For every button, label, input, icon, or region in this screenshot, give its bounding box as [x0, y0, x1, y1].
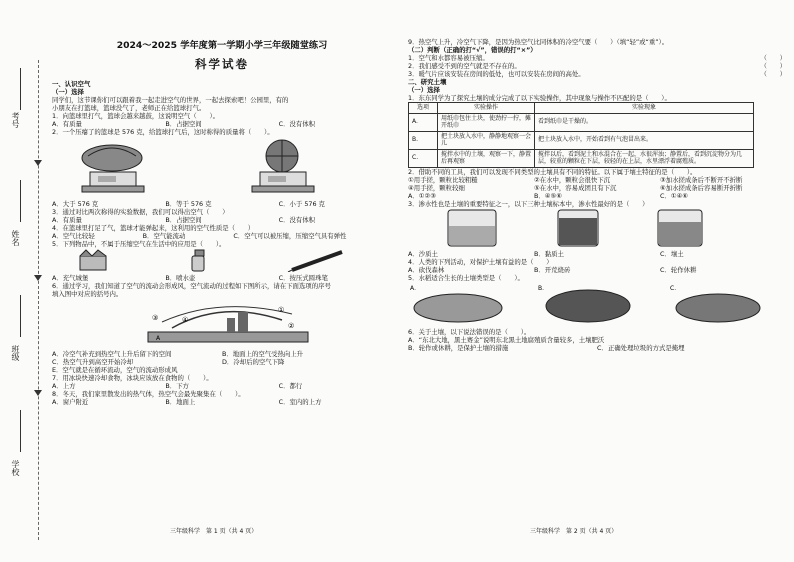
option[interactable]: C．按压式圆珠笔 [278, 274, 328, 282]
table-header: 选项 [409, 103, 438, 114]
option[interactable]: B．等于 576 克 [165, 200, 212, 208]
question-8: 8．冬天，我们家里散发出的热气体，热空气会最先聚集在（ ）。 [52, 390, 245, 398]
table-cell: C. [409, 149, 438, 167]
table-cell: A. [409, 113, 438, 131]
answer-paren[interactable]: （ ） [760, 62, 786, 70]
answer-paren[interactable]: （ ） [760, 70, 786, 78]
cut-marker-icon [34, 390, 42, 396]
option[interactable]: C．室内的上方 [278, 398, 322, 406]
table-row [409, 149, 754, 167]
option[interactable]: D．冷却后的空气下降 [222, 358, 285, 366]
compressed-air-items [52, 248, 392, 272]
question-7: 7．用冰块快速冷却食物，冰块应该放在食物的（ ）。 [52, 374, 213, 382]
image-label: A． [410, 284, 421, 292]
option[interactable]: C．小于 576 克 [278, 200, 325, 208]
option[interactable]: C．都行 [278, 382, 303, 390]
question-6: 6．关于土壤，以下说法错误的是（ ）。 [408, 327, 531, 336]
question-2: 2．借助不同的工具，我们可以发现不同类型的土壤具有不同的特征。以下属于壤土特征的是（ ）。 [408, 167, 697, 176]
scale-full-ball-image [252, 140, 314, 192]
margin-field-id[interactable] [20, 68, 21, 110]
intro-text: 小朋友在打篮球，篮球没气了，老师正在给篮球打气。 [52, 104, 206, 112]
inflatable-castle-icon [80, 250, 106, 270]
cut-line [38, 60, 39, 540]
option[interactable]: A．大于 576 克 [52, 200, 99, 208]
diagram-label: ① [278, 306, 285, 314]
judge-2 [408, 62, 786, 70]
soil-type-images [408, 282, 786, 326]
answer-paren[interactable]: （ ） [760, 54, 786, 62]
options-4 [408, 266, 786, 274]
exam-title: 2024～2025 学年度第一学期小学三年级随堂练习 [116, 40, 328, 51]
right-column [408, 38, 786, 352]
statements-2 [408, 176, 786, 184]
margin-field-name[interactable] [20, 180, 21, 222]
margin-field-school[interactable] [20, 410, 21, 452]
option[interactable]: B．地面上 [165, 398, 196, 406]
option[interactable]: C．空气可以被压缩，压缩空气具有弹性 [233, 232, 347, 240]
clay-soil-jar-image [558, 210, 598, 246]
option[interactable]: B．空气能流动 [142, 232, 186, 240]
diagram-label: ④ [182, 316, 189, 324]
unit-heading: 一、认识空气 [52, 80, 91, 88]
options-4 [52, 232, 392, 240]
option[interactable]: B．④⑤⑥ [534, 191, 562, 200]
question-6: 6．通过学习，我们知道了空气的流动会形成风，空气流动的过程如下图所示，请在下面选项的序号 [52, 282, 331, 290]
question-5: 5．水稻适合生长的土壤类型是（ ）。 [408, 273, 524, 282]
table-cell: 把土块放入水中，静静地观察一会儿 [438, 131, 535, 149]
margin-label-name: 姓名 [11, 230, 20, 246]
question-1: 1．东东同学为了探究土壤的成分完成了以下实验操作，其中现象与操作不匹配的是（ ）。 [408, 94, 671, 102]
table-cell: 搅拌水中的土壤，观察一下，静置后再观察 [438, 149, 535, 167]
part-heading: （一）选择 [408, 86, 440, 94]
option[interactable]: C．热空气升到高空开始冷却 [52, 358, 134, 366]
option[interactable]: C．①④⑥ [660, 191, 689, 200]
table-header: 实验现象 [535, 103, 754, 114]
statement: ①用手搓，颗粒比较粗糙 [408, 175, 478, 184]
statement: ⑥加水搓成条后容易断开折断 [660, 183, 743, 192]
option[interactable]: B．开荒烧砖 [534, 265, 571, 274]
diagram-label: ② [288, 322, 295, 330]
soil-sample-jars [408, 208, 786, 248]
options-8 [52, 398, 392, 406]
judge-3 [408, 70, 786, 78]
margin-field-class[interactable] [20, 295, 21, 337]
margin-label-school: 学校 [11, 460, 20, 476]
options-2 [408, 192, 786, 200]
option[interactable]: C．壤土 [660, 249, 684, 258]
option[interactable]: B．地面上的空气受热向上升 [222, 350, 304, 358]
statement: ④用手搓，颗粒较细 [408, 183, 465, 192]
options-3 [408, 250, 786, 258]
option[interactable]: A．沙质土 [408, 249, 438, 258]
question-1: 1．向篮球里打气，篮球会越来越鼓，这说明空气（ ）。 [52, 112, 220, 120]
statement: ②在水中，颗粒会很快下沉 [534, 175, 611, 184]
question-4: 4．在篮球里打足了气，篮球才能弹起来，这利用的空气性质是（ ） [52, 224, 255, 232]
left-column [52, 80, 392, 406]
option[interactable]: A．①②③ [408, 191, 436, 200]
options-2 [52, 200, 392, 208]
ballpoint-pen-icon [288, 252, 342, 272]
option[interactable]: C．没有体积 [278, 120, 316, 128]
intro-text: 同学们，这节课你们可以跟着我一起走进空气的世界，一起去探索吧！公园里，有的 [52, 96, 289, 104]
option[interactable]: A．充气城堡 [52, 274, 89, 282]
cut-marker-icon [34, 160, 42, 166]
image-label: C． [670, 284, 681, 292]
option[interactable]: B．占据空间 [165, 120, 202, 128]
option[interactable]: A．上方 [52, 382, 76, 390]
option[interactable]: C．正确处理垃圾的方式是掩埋 [597, 343, 685, 352]
cut-marker-icon [34, 275, 42, 281]
option[interactable]: B．轮作或休耕，是保护土壤的措施 [408, 343, 509, 352]
table-header-row [409, 103, 754, 114]
table-row [409, 113, 754, 131]
question-6: 填入图中对应的括号内。 [52, 290, 123, 298]
option[interactable]: B．喷水壶 [165, 274, 196, 282]
question-5: 5．下列物品中，不属于压缩空气在生活中的应用是（ ）。 [52, 240, 226, 248]
option[interactable]: A．有质量 [52, 216, 82, 224]
option[interactable]: C．没有体积 [278, 216, 316, 224]
part-heading: （一）选择 [52, 88, 84, 96]
option[interactable]: A．“东北大地，黑土赛金”说明东北黑土地腐殖质含量较多，土壤肥沃 [408, 335, 605, 344]
option[interactable]: B．占据空间 [165, 216, 202, 224]
option[interactable]: A．空气比较轻 [52, 232, 95, 240]
options-3 [52, 216, 392, 224]
judge-statement: 2．我们感受不到的空气就是不存在的。 [408, 62, 521, 70]
statement: ⑤在水中，容易成团且有下沉 [534, 183, 617, 192]
unit-heading: 二、研究土壤 [408, 78, 447, 86]
table-cell: B. [409, 131, 438, 149]
diagram-label: A [156, 335, 161, 342]
table-cell: 搅拌以后，看到泥土和水混合在一起，水很浑浊；静置后，看到沉淀物分为几层，较重的颗粒在下层，较轻的在上层，水里漂浮着腐殖质。 [535, 149, 754, 167]
options-1 [52, 120, 392, 128]
scale-flat-ball-image [82, 145, 144, 192]
image-label: B． [538, 284, 549, 292]
margin-label-class: 班级 [11, 345, 20, 361]
experiment-table [408, 102, 754, 168]
options-5 [52, 274, 392, 282]
scale-illustrations [52, 136, 392, 198]
table-cell: 用纸巾包住土块，使劲拧一拧，摊开纸巾 [438, 113, 535, 131]
option[interactable]: B．下方 [165, 382, 189, 390]
judge-statement: 1．空气和水都容易被压缩。 [408, 54, 489, 62]
options-6 [52, 350, 392, 358]
table-cell: 看到纸巾是干燥的。 [535, 113, 754, 131]
table-header: 实验操作 [438, 103, 535, 114]
question-9: 9．热空气上升，冷空气下降，是因为热空气比同体积的冷空气要（ ）（填“轻”或“重”）。 [408, 38, 669, 46]
margin-label-id: 考号 [11, 112, 20, 128]
option[interactable]: A．有质量 [52, 120, 82, 128]
statements-2 [408, 184, 786, 192]
page-footer: 三年级科学 第 1 页（共 4 页） [170, 528, 258, 535]
option[interactable]: E．空气就是在循环流动，空气的流动形成风 [52, 366, 178, 374]
loam-soil-jar-image [658, 210, 702, 246]
option[interactable]: B．黏质土 [534, 249, 564, 258]
question-3: 3．通过对比两次称得的实验数据，我们可以得出空气（ ） [52, 208, 229, 216]
question-4: 4．人类的下列活动，对保护土壤有益的是（ ） [408, 257, 553, 266]
options-6 [408, 344, 786, 352]
statement: ③加水搓成条后不断开不折断 [660, 175, 743, 184]
diagram-label: ③ [152, 314, 159, 322]
option[interactable]: A．窗户附近 [52, 398, 89, 406]
option[interactable]: C．轮作休耕 [660, 265, 697, 274]
options-7 [52, 382, 392, 390]
judge-1 [408, 54, 786, 62]
table-cell: 把土块放入水中，开始看到有气泡冒出来。 [535, 131, 754, 149]
page-footer: 三年级科学 第 2 页（共 4 页） [530, 528, 618, 535]
option[interactable]: A．冷空气补充到热空气上升后留下的空间 [52, 350, 172, 358]
table-row [409, 131, 754, 149]
question-2: 2．一个压瘪了的篮球是 576 克，给篮球打气后，这时称得的质量将（ ）。 [52, 128, 274, 136]
spray-bottle-icon [192, 250, 204, 271]
exam-subtitle: 科学试卷 [195, 57, 249, 71]
option[interactable]: A．砍伐森林 [408, 265, 445, 274]
air-flow-diagram [52, 298, 392, 348]
part-heading: （二）判断（正确的打“√”，错误的打“×”） [408, 46, 537, 54]
sandy-soil-jar-image [448, 210, 496, 246]
judge-statement: 3．暖气片应该安装在房间的低处，也可以安装在房间的高处。 [408, 70, 585, 78]
binding-margin [6, 60, 44, 540]
question-3: 3．渗水性也是土壤的重要特征之一，以下三种土壤标本中，渗水性最好的是（ ） [408, 199, 649, 208]
options-6 [52, 358, 392, 366]
